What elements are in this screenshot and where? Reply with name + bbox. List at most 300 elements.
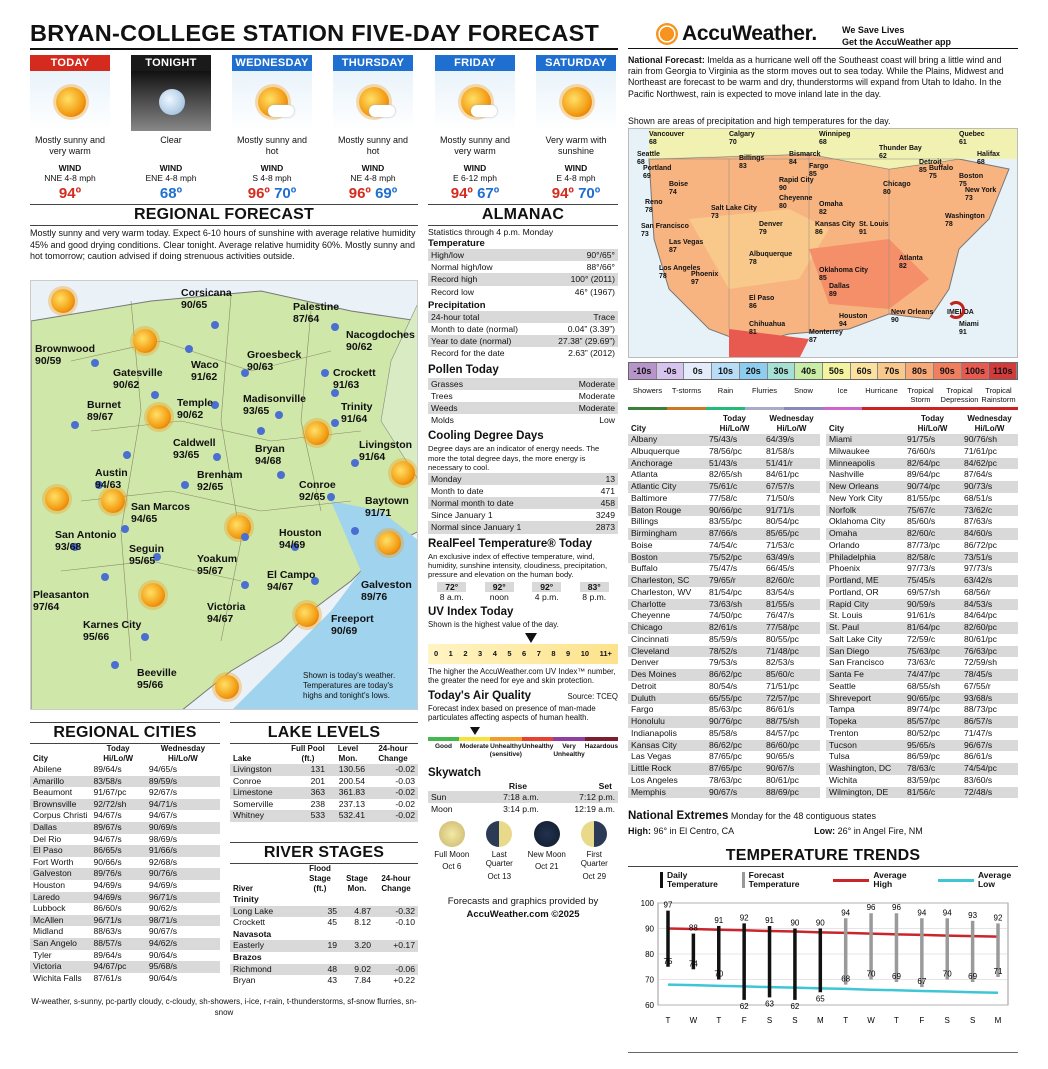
forecast-cell: 81/56/c (904, 787, 961, 799)
low-temp: 70º (274, 185, 297, 202)
table-row (628, 740, 820, 752)
moon-phase-name: Full Moon (434, 849, 470, 859)
city-marker (121, 525, 129, 533)
city-name: Burnet (87, 399, 121, 411)
table-row (628, 458, 820, 470)
city-marker (257, 427, 265, 435)
forecast-cell: 63/42/s (961, 575, 1018, 587)
forecast-cell: 83/55/pc (709, 516, 742, 527)
forecast-cell: 90/64/s (148, 949, 178, 960)
table-header-row (30, 744, 220, 764)
sun-icon (101, 489, 125, 513)
moon-phase-date: Oct 6 (442, 862, 462, 872)
city-name: St. Louis (829, 610, 863, 621)
low-value-label: 70 (714, 969, 724, 979)
national-map-city (641, 223, 689, 239)
day-icon-box (435, 71, 515, 131)
legend-band: 80s (906, 363, 934, 379)
city-name: Fort Worth (33, 856, 74, 867)
uv-tick: 9 (566, 649, 571, 659)
forecast-cell: 83/58/s (90, 776, 145, 788)
city-name: Bryan (255, 443, 285, 455)
table-row (30, 834, 220, 846)
high-value-label: 94 (942, 908, 952, 918)
lake-value: -0.02 (368, 810, 418, 822)
almanac-row (428, 335, 618, 347)
wind-value: NNE 4-8 mph (44, 173, 96, 183)
forecast-cell: 73/51/s (961, 552, 1018, 564)
city-name: St. Paul (826, 622, 904, 634)
regional-map-city (197, 553, 237, 577)
city-temps: 94/69 (279, 539, 306, 551)
city-temps: 90/62 (177, 409, 204, 421)
city-name: Miami (826, 434, 904, 446)
realfeel-item (580, 582, 609, 602)
forecast-cell: 84/64/pc (964, 610, 997, 621)
river-value: -0.06 (374, 964, 418, 976)
map-city-temp: 80 (779, 203, 787, 210)
map-city-temp: 82 (819, 209, 827, 216)
city-temps: 93/65 (173, 449, 200, 461)
regional-map-city (279, 527, 322, 551)
national-forecast-text: Imelda as a hurricane well off the Southeast coast will bring a little wind and rain from Georgia to Virginia as the storm moves out to sea today. While the Plains, Midwest and Northeast are forecast to be warm and dry, thunderstorms will expand from Utah to Idaho. In the Pacific Northwest, rain is expected to move inland late in the day. (628, 55, 1004, 99)
day-temps (333, 185, 413, 202)
forecast-cell: 90/66/s (93, 856, 122, 867)
city-name: Madisonville (243, 393, 307, 405)
forecast-cell: 94/67/pc (90, 961, 145, 973)
air-quality-scale (428, 737, 618, 759)
avg-low-legend-swatch (938, 879, 974, 882)
river-value: -0.32 (374, 906, 418, 918)
almanac-heading: ALMANAC (428, 204, 618, 226)
almanac-row (428, 485, 618, 497)
table-header-row (628, 414, 820, 434)
forecast-cell: 72/57/pc (763, 693, 820, 705)
forecast-cell: 96/71/s (90, 915, 145, 927)
day-description: Mostly sunny and very warm (34, 135, 106, 156)
forecast-cell: 71/53/c (766, 539, 795, 550)
forecast-cell: 97/73/s (964, 563, 993, 574)
lake-value: 201 (310, 775, 325, 786)
map-city-name: Cheyenne (779, 195, 813, 202)
low-value-label: 68 (841, 974, 851, 984)
legend-band: 60s (851, 363, 879, 379)
forecast-cell: 82/58/c (904, 552, 961, 564)
map-city-temp: 80 (883, 189, 891, 196)
forecast-cell: 80/52/pc (907, 727, 940, 738)
regional-map-city (333, 367, 376, 391)
map-city-temp: 70 (729, 139, 737, 146)
legend-band: 50s (823, 363, 851, 379)
forecast-cell: 73/63/sh (706, 599, 763, 611)
brand-rule (628, 48, 1018, 49)
set-label: Set (598, 780, 612, 791)
forecast-cell: 83/54/s (766, 586, 795, 597)
city-marker (181, 481, 189, 489)
forecast-cell: 92/68/s (148, 856, 178, 867)
regional-forecast-heading: REGIONAL FORECAST (30, 204, 418, 226)
wind-label: WIND (58, 163, 82, 173)
forecast-cell: 78/63/c (904, 763, 961, 775)
table-row (230, 940, 418, 952)
map-city-temp: 86 (749, 303, 757, 310)
almanac-label: Trees (431, 390, 453, 401)
forecast-cell: 72/48/s (961, 787, 1018, 799)
forecast-cell: 81/54/pc (709, 586, 742, 597)
map-city-temp: 74 (669, 189, 677, 196)
rise-time: 7:18 a.m. (503, 791, 539, 802)
almanac-value: Trace (593, 311, 615, 322)
day-temps (536, 185, 616, 202)
day-header: TONIGHT (131, 55, 211, 71)
map-city-temp: 91 (859, 229, 867, 236)
high-value-label: 96 (866, 903, 876, 913)
map-city-temp: 78 (659, 273, 667, 280)
river-value: +0.17 (374, 940, 418, 952)
city-name: Pleasanton (33, 589, 90, 601)
air-quality-level (522, 737, 553, 759)
city-name: San Marcos (131, 501, 190, 513)
brand-name: AccuWeather. (682, 22, 817, 45)
cloud-icon (471, 105, 497, 117)
table-row (628, 751, 820, 763)
high-value-label: 90 (815, 918, 825, 928)
river-group-row (230, 894, 418, 906)
symbol-legend-item: Tropical Storm (901, 386, 940, 410)
regional-map-city (129, 543, 164, 567)
national-map-city (829, 283, 850, 299)
map-city-temp: 90 (779, 185, 787, 192)
forecast-cell: 82/60/c (904, 528, 961, 540)
forecast-cell: 94/62/s (146, 938, 220, 950)
map-city-name: Oklahoma City (819, 267, 869, 274)
legend-band: -0s (657, 363, 685, 379)
map-city-name: Dallas (829, 283, 850, 290)
forecast-cell: 73/63/c (907, 657, 936, 668)
regional-cities-table (30, 744, 220, 984)
table-row (230, 917, 418, 929)
table-row (30, 903, 220, 915)
table-row (230, 906, 418, 918)
day-saturday (536, 55, 616, 202)
forecast-cell: 83/60/s (964, 774, 993, 785)
lake-value: 361.83 (328, 787, 368, 799)
regional-map-city (361, 579, 412, 603)
city-name: El Paso (30, 845, 90, 857)
forecast-cell: 85/57/pc (904, 716, 961, 728)
table-row (628, 481, 820, 493)
air-quality-pointer-icon (470, 727, 480, 735)
credit (428, 895, 618, 921)
city-name: San Angelo (30, 938, 90, 950)
forecast-cell: 87/66/s (706, 528, 763, 540)
symbol-legend-item: Snow (784, 386, 823, 410)
moon-phase-date: Oct 21 (534, 862, 559, 872)
realfeel-temp: 92° (532, 582, 561, 592)
uv-tick: 1 (448, 649, 453, 659)
day-icon-box (333, 71, 413, 131)
table-row (628, 552, 820, 564)
forecast-cell: 86/65/s (90, 845, 145, 857)
forecast-cell: 88/63/s (93, 926, 122, 937)
city-name: Brownsville (30, 799, 90, 811)
table-row (628, 469, 820, 481)
almanac-value: 0.04” (3.39”) (567, 324, 615, 335)
city-temps: 94/65 (131, 513, 158, 525)
map-city-temp: 73 (641, 231, 649, 238)
table-row (826, 669, 1018, 681)
table-row (826, 505, 1018, 517)
legend-band: 110s (989, 363, 1017, 379)
map-city-name: Reno (645, 199, 663, 206)
city-name: Gatesville (113, 367, 163, 379)
x-tick-label: S (944, 1016, 950, 1025)
uv-tick: 3 (478, 649, 483, 659)
map-city-name: Billings (739, 155, 765, 162)
almanac-row (428, 402, 618, 414)
national-map-city (959, 131, 985, 147)
forecast-cell: 80/54/s (709, 680, 738, 691)
table-row (30, 799, 220, 811)
map-city-name: Rapid City (779, 177, 814, 184)
river-value: 3.20 (340, 940, 374, 952)
river-group-name: Trinity (233, 894, 259, 904)
forecast-cell: 86/59/pc (907, 751, 940, 762)
forecast-cell: 90/64/s (148, 972, 178, 983)
forecast-cell: 87/73/pc (907, 539, 940, 550)
lake-value: 533 (288, 810, 328, 822)
table-row (826, 540, 1018, 552)
forecast-cell: 82/64/pc (904, 458, 961, 470)
city-name: Omaha (826, 528, 904, 540)
city-name: Chicago (628, 622, 706, 634)
moon-phase (479, 821, 519, 882)
x-tick-label: F (919, 1016, 925, 1025)
almanac-label: High/low (431, 250, 464, 260)
pollen-heading: Pollen Today (428, 363, 499, 376)
moon-phase-icon (486, 821, 512, 847)
city-temps: 94/67 (267, 581, 294, 593)
temperature-legend (628, 362, 1018, 380)
forecast-cell: 68/51/s (964, 492, 993, 503)
table-row (30, 950, 220, 962)
forecast-cell: 90/62/s (148, 903, 178, 914)
almanac-value: 100° (2011) (570, 274, 615, 285)
forecast-cell: 78/52/s (706, 646, 763, 658)
table-row (826, 716, 1018, 728)
extreme-high-label: High: (628, 826, 651, 836)
almanac-row (428, 509, 618, 521)
city-name: Tucson (826, 740, 904, 752)
almanac-value: 88°/66° (586, 262, 615, 273)
city-temps: 90/65 (181, 299, 208, 311)
table-row (628, 681, 820, 693)
map-city-name: Kansas City (815, 221, 856, 228)
extreme-high: 96° in El Centro, CA (653, 826, 735, 836)
national-map-city (839, 313, 867, 329)
forecast-cell: 90/67/s (148, 926, 178, 937)
column-header: Wednesday Hi/Lo/W (769, 414, 814, 433)
forecast-cell: 79/53/s (709, 657, 738, 668)
national-map-city (879, 145, 922, 161)
map-city-name: Vancouver (649, 131, 685, 138)
table-row (826, 528, 1018, 540)
river-value: 45 (327, 917, 337, 928)
moon-phase-date: Oct 29 (582, 871, 607, 881)
moon-phases (428, 821, 618, 882)
table-row (628, 587, 820, 599)
city-name: Wichita Falls (33, 972, 82, 983)
almanac-row (428, 414, 618, 426)
almanac-label: Record for the date (431, 348, 505, 359)
uv-bar (428, 644, 618, 664)
city-name: Wilmington, DE (826, 787, 904, 799)
low-value-label: 70 (866, 969, 876, 979)
forecast-cell: 88/57/s (90, 938, 145, 950)
legend-band: 10s (712, 363, 740, 379)
city-marker (211, 321, 219, 329)
forecast-cell: 74/54/pc (961, 763, 1018, 775)
forecast-cell: 85/58/s (709, 727, 738, 738)
forecast-cell: 95/65/s (904, 740, 961, 752)
table-row (826, 728, 1018, 740)
river-value: 8.12 (354, 917, 371, 928)
forecast-cell: 75/67/c (904, 505, 961, 517)
city-marker (123, 451, 131, 459)
map-city-name: Thunder Bay (879, 145, 922, 152)
forecast-cell: 82/65/sh (709, 469, 742, 480)
city-name: Norfolk (826, 505, 904, 517)
city-temps: 95/66 (83, 631, 110, 643)
realfeel-temp: 83° (580, 582, 609, 592)
almanac-row (428, 390, 618, 402)
us-cities-table-right (826, 414, 1018, 798)
almanac-label: Since January 1 (431, 510, 493, 521)
x-tick-label: T (716, 1016, 722, 1025)
forecast-cell: 98/71/s (146, 915, 220, 927)
forecast-cell: 85/59/s (709, 633, 738, 644)
table-row (628, 657, 820, 669)
wind-value: S 4-8 mph (252, 173, 292, 183)
almanac-row (428, 286, 618, 298)
table-row (628, 516, 820, 528)
low-value-label: 70 (942, 969, 952, 979)
national-map-city (819, 201, 843, 217)
regional-map-city (35, 343, 95, 367)
table-row (826, 763, 1018, 775)
table-row (628, 728, 820, 740)
city-temps: 91/64 (359, 451, 386, 463)
regional-map-city (267, 569, 315, 593)
river-group-name: Brazos (233, 951, 262, 962)
air-quality-level-label: Moderate (459, 742, 489, 750)
air-quality-source: Source: TCEQ (567, 691, 618, 701)
forecast-cell: 86/60/s (93, 903, 122, 914)
table-row (826, 634, 1018, 646)
city-temps: 87/64 (293, 313, 320, 325)
forecast-legend-label: Forecast Temperature (748, 870, 800, 889)
city-name: Waco (191, 359, 219, 371)
city-name: Beaumont (33, 787, 73, 798)
almanac-label: 24-hour total (431, 311, 480, 322)
river-group-row (230, 952, 418, 964)
uv-pointer-icon (525, 633, 537, 643)
lake-levels-table (230, 744, 418, 822)
extremes-sub: Monday for the 48 contiguous states (730, 811, 876, 821)
city-name: Cheyenne (631, 610, 671, 621)
city-name: Fargo (631, 704, 654, 715)
low-value-label: 74 (688, 959, 698, 969)
regional-map-city (293, 301, 339, 325)
city-marker (185, 345, 193, 353)
extremes-title: National Extremes (628, 810, 729, 822)
table-row (826, 775, 1018, 787)
wind-value: NE 4-8 mph (350, 173, 396, 183)
forecast-cell: 98/69/s (148, 833, 178, 844)
river-group-name: Navasota (233, 928, 272, 939)
map-city-temp: 84 (789, 159, 797, 166)
y-tick-label: 80 (645, 950, 654, 959)
almanac-value: Low (599, 415, 615, 426)
forecast-cell: 75/61/c (706, 481, 763, 493)
forecast-cell: 89/64/pc (907, 469, 940, 480)
forecast-cell: 71/61/pc (964, 445, 997, 456)
forecast-cell: 80/61/pc (964, 633, 997, 644)
high-temp: 94º (551, 185, 574, 202)
river-stages-heading: RIVER STAGES (230, 842, 418, 864)
realfeel-values (428, 582, 618, 602)
national-forecast-lead: National Forecast: (628, 55, 705, 65)
moon-phase-icon (439, 821, 465, 847)
column-header: Today Hi/Lo/W (719, 414, 750, 433)
moon-phase-name: First Quarter (580, 849, 608, 869)
almanac-value: Moderate (578, 403, 615, 414)
sun-icon (377, 531, 401, 555)
city-name: Portland, OR (829, 586, 879, 597)
map-city-name: Los Angeles (659, 265, 701, 272)
low-temp: 70º (578, 185, 601, 202)
almanac-value: 2873 (595, 522, 615, 533)
symbol-legend-item: Tropical Rainstorm (979, 386, 1018, 410)
map-city-temp: 73 (965, 195, 973, 202)
city-name: New York City (829, 492, 883, 503)
river-stages-table (230, 864, 418, 987)
almanac-row (428, 249, 618, 261)
city-name: Shreveport (826, 693, 904, 705)
city-name: Seattle (829, 680, 856, 691)
city-temps: 90/62 (346, 341, 373, 353)
city-name: Trinity (341, 401, 373, 413)
air-quality-level-label: Hazardous (584, 742, 619, 750)
forecast-cell: 81/55/pc (907, 492, 940, 503)
table-row (826, 469, 1018, 481)
city-name: San Francisco (829, 657, 884, 668)
city-name: Baton Rouge (628, 505, 706, 517)
regional-map-city (177, 397, 213, 421)
day-temps (131, 185, 211, 202)
map-city-name: Fargo (809, 163, 829, 170)
map-city-temp: 68 (977, 159, 985, 166)
map-city-name: Chihuahua (749, 321, 786, 328)
low-value-label: 62 (790, 1001, 800, 1011)
uv-tick: 8 (551, 649, 556, 659)
tagline-2: Get the AccuWeather app (842, 37, 952, 47)
table-row (230, 810, 418, 822)
national-map-city (749, 321, 785, 337)
wind-label: WIND (463, 163, 487, 173)
city-name: Temple (177, 397, 213, 409)
regional-map-city (173, 437, 216, 461)
